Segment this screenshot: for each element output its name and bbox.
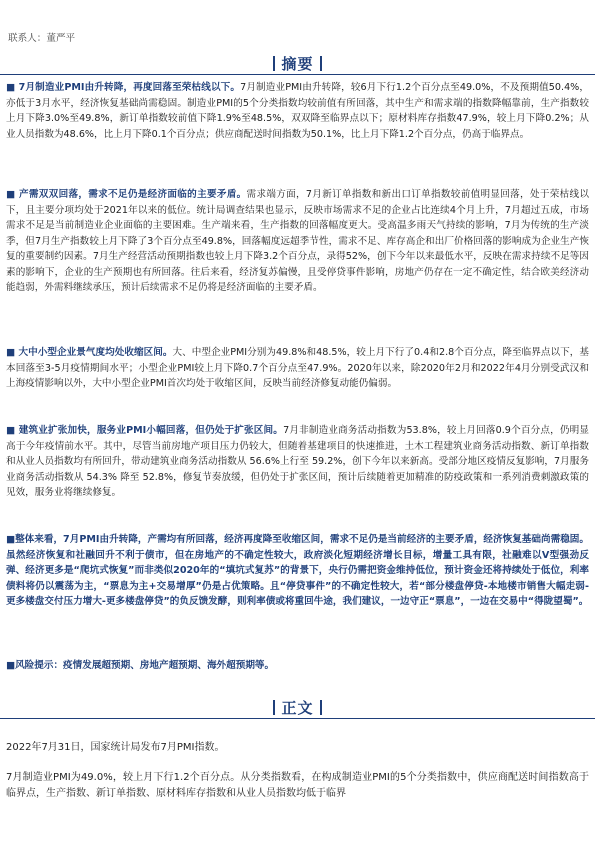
summary-paragraph-pmi [6,80,589,142]
summary-paragraph-demand [6,187,589,296]
heading-bar-left [273,56,275,71]
summary-heading [0,52,595,75]
main-paragraph: 7月制造业PMI为49.0%，较上月下行1.2个百分点。从分类指数看，在构成制造业PMI的5个分类指数中，供应商配送时间指数高于临界点，生产指数、新订单指数、原材料库存指数和从业人员指数均低于临界 [6,772,589,799]
summary-lead: ■ 产需双双回落，需求不足仍是经济面临的主要矛盾。 [6,189,247,200]
summary-text: 7月制造业PMI由升转降，较6月下行1.2个百分点至49.0%，不及预期值50.4%，亦低于3月水平，经济恢复基础尚需稳固。制造业PMI的5个分类指数均较前值有所回落，其中生产和需求端的指数降幅靠前，生产指数较上月下降3.0%至49.8%，新订单指数较前值下降1.9%至48.5%，双双降至临界点以下；原材料库存指数47.9%，较上月下降0.2%；从业人员指数为48.6%，比上月下降0.1个百分点；供应商配送时间指数为50.1%，比上月下降1.2个百分点，仍高于临界点。 [6,82,590,140]
summary-paragraph-enterprise [6,345,589,392]
heading-bar-right [320,56,322,71]
summary-text: ■风险提示：疫情发展超预期、房地产超预期、海外超预期等。 [6,660,275,671]
summary-title: 摘要 [281,54,314,73]
main-heading [0,696,595,719]
summary-lead: ■ 大中小型企业景气度均处收缩区间。 [6,347,173,358]
summary-lead: ■ 建筑业扩张加快，服务业PMI小幅回落，但仍处于扩张区间。 [6,425,284,436]
heading-bar-right [320,700,322,715]
summary-paragraph-overall [6,532,589,610]
contact-person: 联系人：董严平 [8,33,76,44]
summary-text: 7月非制造业商务活动指数为53.8%，较上月回落0.9个百分点，仍明显高于今年疫情前水平。其中，尽管当前房地产项目压力仍较大，但随着基建项目的快速推进，土木工程建筑业商务活动指数、新订单指数和从业人员指数均有所回升，带动建筑业商务活动指数从 56.6%上行至 59.2%，创下今年以来新高。受部分地区疫情反复影响，7月服务业商务活动指数从 54.3% 降至 52.8%，修复节奏放缓，但仍处于扩张区间，预计后续随着更加精准的防疫政策和一系列消费刺激政策的见效，服务业将继续修复。 [6,425,589,498]
main-paragraph: 2022年7月31日，国家统计局发布7月PMI指数。 [6,742,225,753]
heading-bar-left [273,700,275,715]
summary-text: 需求端方面，7月新订单指数和新出口订单指数较前值明显回落，处于荣枯线以下，且主要分项均处于2021年以来的低位。统计局调查结果也显示，反映市场需求不足的企业占比连续4个月上升，7月超过五成，市场需求不足是当前制造业企业面临的主要困难。生产端来看，生产指数的回落幅度更大。受高温多雨天气持续的影响，7月为传统的生产淡季，但7月生产指数较上月下降了3个百分点至49.8%，回落幅度远超季节性，需求不足、库存高企和出厂价格回落的影响成为企业生产恢复的重要制约因素。7月生产经营活动预期指数也较上月下降3.2个百分点，录得52%，创下今年以来最低水平，反映在需求持续不足等因素的影响下，企业的生产预期也有所回落。往后来看，经济复苏偏慢，且受停贷事件影响，房地产仍存在一定不确定性，结合欧美经济动能趋弱，外需料继续承压，预计后续需求不足仍将是经济面临的主要矛盾。 [6,189,590,293]
summary-risk-warning [6,658,589,674]
summary-text: 大、中型企业PMI分别为49.8%和48.5%，较上月下行了0.4和2.8个百分点，降至临界点以下，基本回落至3-5月疫情期间水平；小型企业PMI较上月下降0.7个百分点至47.9%。2020年以来，除2020年2月和2022年4月分别受武汉和上海疫情影响以外，大中小型企业PMI首次均处于收缩区间，反映当前经济修复动能仍偏弱。 [6,347,589,389]
summary-text: ■整体来看，7月PMI由升转降，产需均有所回落，经济再度降至收缩区间，需求不足仍是当前经济的主要矛盾，经济恢复基础尚需稳固。虽然经济恢复和社融回升不利于债市，但在房地产的不确定性较大，政府淡化短期经济增长目标，增量工具有限，社融难以V型强劲反弹、经济更多是“爬坑式恢复”而非类似2020年的“填坑式复苏”的背景下，央行仍需把资金维持低位，预计资金还将持续处于低位，利率债料将仍以震荡为主，“票息为主+交易增厚”仍是占优策略。且“停贷事件”的不确定性较大，若“部分楼盘停贷-本地楼市销售大幅走弱-更多楼盘交付压力增大-更多楼盘停贷”的负反馈发酵，则利率债或将重回牛途，我们建议，一边守正“票息”，一边在交易中“得陇望蜀”。 [6,534,589,607]
summary-lead: ■ 7月制造业PMI由升转降，再度回落至荣枯线以下。 [6,82,241,93]
main-title: 正文 [281,698,314,717]
summary-paragraph-services [6,423,589,501]
